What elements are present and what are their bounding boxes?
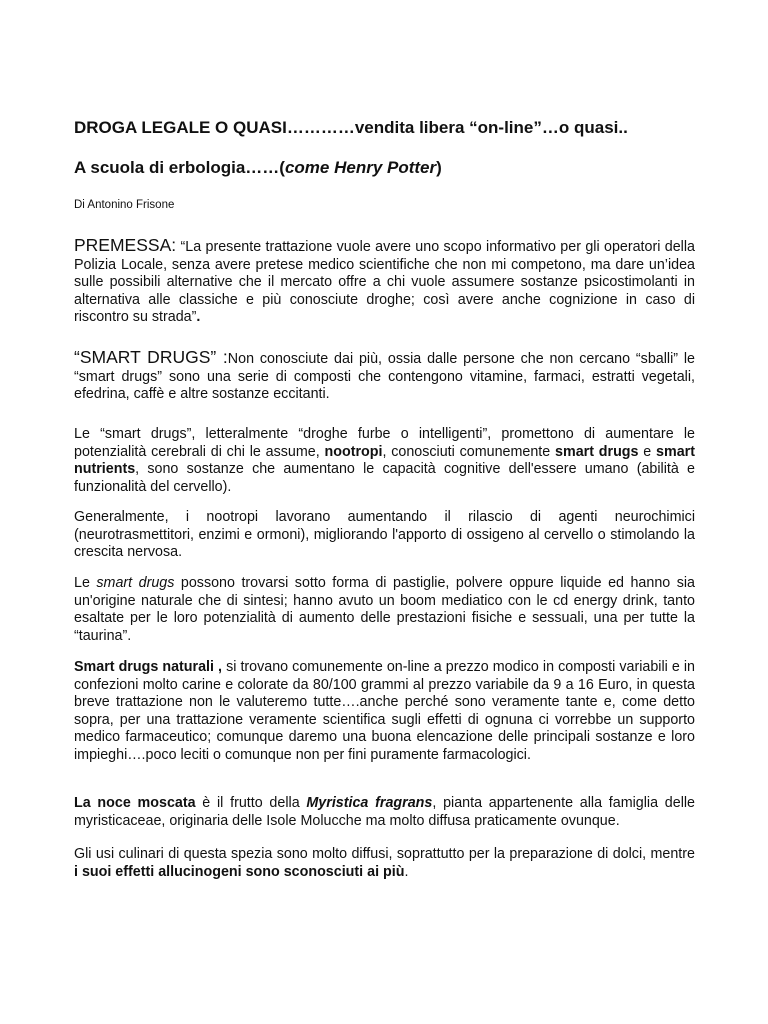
text-run: Generalmente, i nootropi lavorano aumentando il rilascio di agenti neurochimici (neurotrasmettitori, enzimi e ormoni), migliorando l'apporto di ossigeno al cervello o stimolando la crescita nervosa. [74,509,695,560]
bold-italic-run: Myristica fragrans [306,795,433,811]
bold-run: smart nutrients [74,443,695,477]
text-run: è il frutto della [195,795,307,811]
bold-run: smart drugs [555,443,639,460]
author-line [74,198,695,212]
text-run: , pianta appartenente alla famiglia delle myristicaceae, originaria delle Isole Molucche ma molto diffusa praticamente ovunque. [74,795,695,829]
premessa-label: PREMESSA: [74,235,177,255]
premessa-text: “La presente trattazione vuole avere uno scopo informativo per gli operatori della Polizia Locale, senza avere pretese medico scientifiche che non mi competono, ma dare un’idea sulle possibili alternative che il mercato offre a chi vuole assumere sostanze psicostimolanti in alternativa alle classiche e più conosciute droghe; così avere anche cognizione in caso di riscontro su strada” [74,239,695,325]
text-run: si trovano comunemente on-line a prezzo modico in composti variabili e in confezioni molto carine e colorate da 80/100 grammi al prezzo variabile da 9 a 16 Euro, in questa breve trattazione non le valuteremo tutte….anche perché sono veramente tante e, come detto sopra, per una trattazione veramente scientifica sugli effetti di ognuna ci vorrebbe un supporto medico farmaceutico; comunque daremo una buona elencazione delle principali sostanze e loro impieghi….poco leciti o comunque non per fini puramente farmacologici. [74,659,696,763]
text-run: e [638,443,657,460]
text-run: , sono sostanze che aumentano le capacità cognitive dell'essere umano (abilità e funzionalità del cervello). [74,461,695,495]
text-run: Gli usi culinari di questa spezia sono molto diffusi, soprattutto per la preparazione di dolci, mentre [74,846,695,862]
smart-drugs-label: “SMART DRUGS” : [74,347,228,367]
text-run: Le “smart drugs”, letteralmente “droghe furbe o intelligenti”, promettono di aumentare le potenzialità cerebrali di chi le assume, [74,426,695,460]
text-run: possono trovarsi sotto forma di pastiglie, polvere oppure liquide ed hanno sia un'origine naturale che di sintesi; hanno avuto un boom mediatico con le cd energy drink, tanto esaltate per le loro potenzialità di aumento delle prestazioni fisiche e sessuali, una per tutte la “taurina”. [74,575,695,644]
naturali-paragraph [74,659,695,764]
forme-paragraph [74,575,695,645]
text-run: . [404,863,409,880]
bold-run: Smart drugs naturali , [74,659,223,675]
subtitle-text: A scuola di erbologia……( [74,158,285,177]
usi-paragraph [74,846,695,881]
nootropi-paragraph [74,509,695,562]
bold-run: i suoi effetti allucinogeni sono sconosciuti ai più [74,863,405,880]
text-run: , conosciuti comunemente [382,443,556,460]
subtitle-close: ) [436,158,442,177]
bold-run: nootropi [324,443,383,460]
text-run: Le [74,575,97,591]
author-text: Di Antonino Frisone [74,199,175,211]
smart-drugs-intro [74,349,695,404]
premessa-paragraph [74,237,695,327]
premessa-end: . [196,309,201,325]
italic-run: smart drugs [96,575,175,591]
noce-moscata-paragraph [74,795,695,830]
document-title [74,118,695,138]
title-text: DROGA LEGALE O QUASI…………vendita libera “on-line”…o quasi.. [74,118,628,137]
bold-run: La noce moscata [74,795,196,811]
smart-drugs-definition [74,426,695,496]
document-subtitle [74,158,695,178]
smart-drugs-text: Non conosciute dai più, ossia dalle persone che non cercano “sballi” le “smart drugs” sono una serie di composti che contengono vitamine, farmaci, estratti vegetali, efedrina, caffè e altre sostanze eccitanti. [74,351,695,402]
subtitle-italic: come Henry Potter [284,158,437,177]
